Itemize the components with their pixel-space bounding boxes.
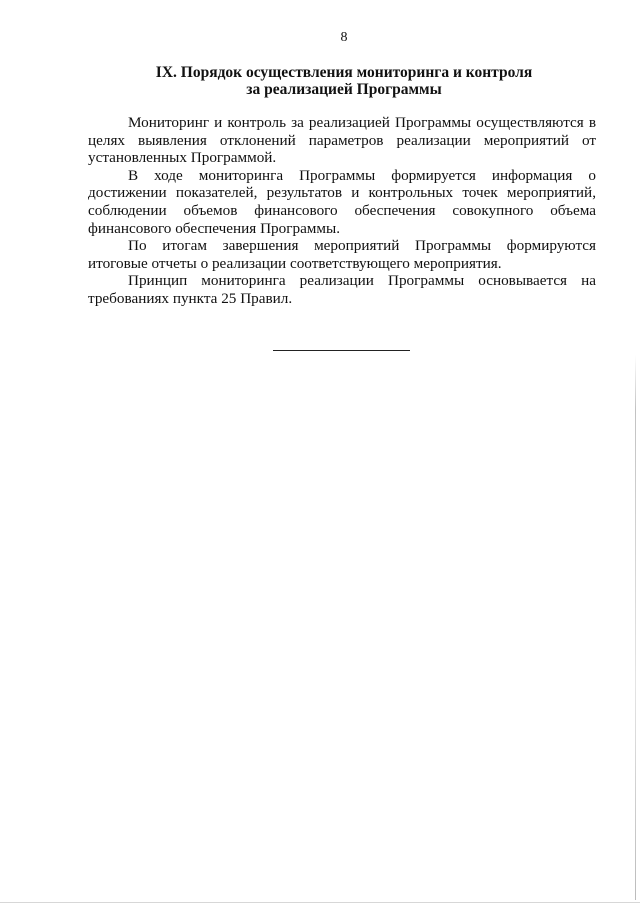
paragraph: По итогам завершения мероприятий Программы формируются итоговые отчеты о реализации соответствующего мероприятия. xyxy=(88,237,596,272)
paragraph: Принцип мониторинга реализации Программы основывается на требованиях пункта 25 Правил. xyxy=(88,272,596,307)
paragraph: Мониторинг и контроль за реализацией Программы осуществляются в целях выявления отклонений параметров реализации мероприятий от установленных Программой. xyxy=(88,114,596,167)
section-title xyxy=(0,64,640,98)
scan-edge-bottom xyxy=(0,902,640,903)
page-number: 8 xyxy=(340,30,348,45)
section-title-line-2: за реализацией Программы xyxy=(246,81,442,98)
paragraph: В ходе мониторинга Программы формируется информация о достижении показателей, результатов и контрольных точек мероприятий, соблюдении объемов финансового обеспечения совокупного объема финансового обеспечения Программы. xyxy=(88,166,596,237)
section-title-line-1: IX. Порядок осуществления мониторинга и контроля xyxy=(155,64,533,81)
scan-edge-right xyxy=(635,355,636,900)
closing-divider xyxy=(273,350,410,351)
section-body xyxy=(88,114,596,308)
